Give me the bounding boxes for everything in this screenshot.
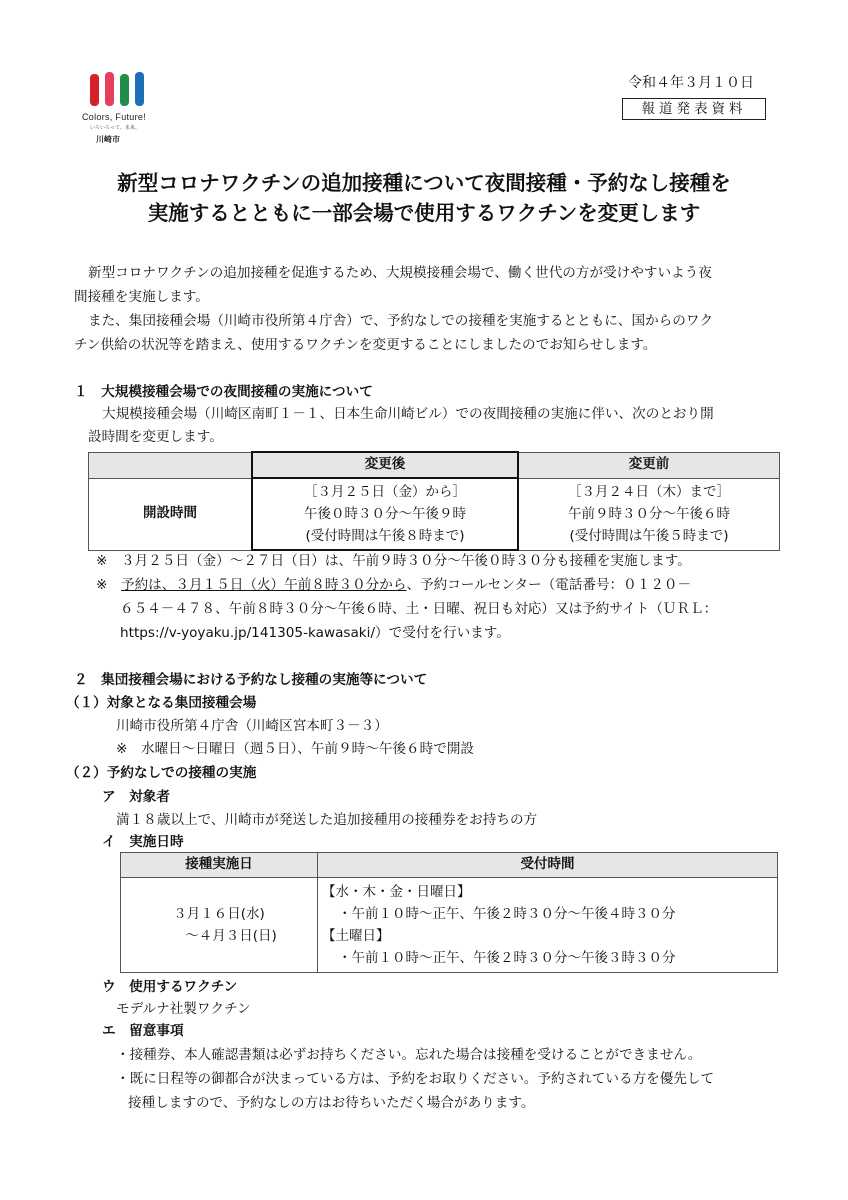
document-title-line2: 実施するとともに一部会場で使用するワクチンを変更します <box>147 201 701 225</box>
section2-sub1-heading: （１）対象となる集団接種会場 <box>66 695 257 711</box>
table2-time-cell <box>318 878 778 973</box>
after-line: 午後０時３０分～午後９時 <box>304 506 466 522</box>
table2-header-time: 受付時間 <box>318 853 778 878</box>
logo-tagline: Colors, Future! <box>82 112 147 122</box>
time-line: 【水・木・金・日曜日】 <box>322 884 471 900</box>
logo-subline: いろいろって、未来。 <box>90 125 140 131</box>
city-logo <box>82 72 154 152</box>
table1-row-label: 開設時間 <box>89 478 253 550</box>
note2-rest: 、予約コールセンター（電話番号：０１２０－ <box>406 577 692 593</box>
walk-in-schedule-table <box>120 852 778 973</box>
time-line: 【土曜日】 <box>322 928 390 944</box>
date-line: ～４月３日(日) <box>185 928 277 944</box>
section2-sub2-heading: （２）予約なしでの接種の実施 <box>66 765 257 781</box>
section1-note1: ※ ３月２５日（金）～２７日（日）は、午前９時３０分～午後０時３０分も接種を実施します。 <box>96 553 691 569</box>
after-line: (受付時間は午後８時まで) <box>305 528 465 544</box>
note2-reservation-start: 予約は、３月１５日（火）午前８時３０分から <box>120 577 407 593</box>
time-line: ・午前１０時～正午、午後２時３０分～午後３時３０分 <box>338 950 676 966</box>
table2-date-cell <box>121 878 318 973</box>
table1-header-before: 変更前 <box>518 452 780 478</box>
logo-city-name: 川崎市 <box>96 135 120 144</box>
before-line: (受付時間は午後５時まで) <box>569 528 729 544</box>
logo-bars-icon <box>86 72 146 108</box>
section1-note2-line1 <box>96 577 691 595</box>
section2-venue-note: ※ 水曜日～日曜日（週５日）、午前９時～午後６時で開設 <box>116 741 475 757</box>
target-body: 満１８歳以上で、川崎市が発送した追加接種用の接種券をお持ちの方 <box>116 812 538 828</box>
intro-p2-line2: チン供給の状況等を踏まえ、使用するワクチンを変更することにしましたのでお知らせします。 <box>74 337 657 353</box>
notes-bullet2-line1: ・既に日程等の御都合が決まっている方は、予約をお取りください。予約されている方を優先して <box>116 1071 715 1087</box>
intro-p2-line1: また、集団接種会場（川崎市役所第４庁舎）で、予約なしでの接種を実施するとともに、国からのワク <box>88 313 714 329</box>
table2-header-date: 接種実施日 <box>121 853 318 878</box>
section1-note2-line2: ６５４－４７８、午前８時３０分～午後６時、土・日曜、祝日も対応）又は予約サイト（ＵＲＬ： <box>120 601 718 617</box>
vaccine-body: モデルナ社製ワクチン <box>116 1001 251 1017</box>
section1-body-line1: 大規模接種会場（川崎区南町１－１、日本生命川崎ビル）での夜間接種の実施に伴い、次のとおり開 <box>102 406 714 422</box>
notes-bullet1: ・接種券、本人確認書類は必ずお持ちください。忘れた場合は接種を受けることができません。 <box>116 1047 702 1063</box>
intro-p1-line1: 新型コロナワクチンの追加接種を促進するため、大規模接種会場で、働く世代の方が受けやすいよう夜 <box>88 265 712 281</box>
table1-after-cell <box>252 478 518 550</box>
section2-venue: 川崎市役所第４庁舎（川崎区宮本町３－３） <box>116 718 388 734</box>
notes-bullet2-line2: 接種しますので、予約なしの方はお待ちいただく場合があります。 <box>128 1095 535 1111</box>
release-date: 令和４年３月１０日 <box>628 75 754 91</box>
vaccine-heading: ウ 使用するワクチン <box>102 979 238 995</box>
target-heading: ア 対象者 <box>102 789 170 805</box>
after-line: ［３月２５日（金）から］ <box>304 484 466 500</box>
intro-p1-line2: 間接種を実施します。 <box>74 289 209 305</box>
section1-heading: １ 大規模接種会場での夜間接種の実施について <box>74 384 373 400</box>
schedule-heading: イ 実施日時 <box>102 834 184 850</box>
section1-note2-line3: https://v-yoyaku.jp/141305-kawasaki/）で受付を行います。 <box>120 625 510 641</box>
date-line: ３月１６日(水) <box>173 906 265 922</box>
opening-hours-table <box>88 451 780 551</box>
table1-header-after: 変更後 <box>252 452 518 478</box>
section1-body-line2: 設時間を変更します。 <box>88 429 223 445</box>
press-release-badge: 報道発表資料 <box>622 98 766 120</box>
table1-corner-cell <box>89 452 253 478</box>
notes-heading: エ 留意事項 <box>102 1023 184 1039</box>
before-line: 午前９時３０分～午後６時 <box>568 506 730 522</box>
section2-heading: ２ 集団接種会場における予約なし接種の実施等について <box>74 672 428 688</box>
note2-mark: ※ <box>96 577 108 593</box>
document-title-line1: 新型コロナワクチンの追加接種について夜間接種・予約なし接種を <box>117 171 731 195</box>
table1-before-cell <box>518 478 780 550</box>
before-line: ［３月２４日（木）まで］ <box>568 484 730 500</box>
time-line: ・午前１０時～正午、午後２時３０分～午後４時３０分 <box>338 906 676 922</box>
